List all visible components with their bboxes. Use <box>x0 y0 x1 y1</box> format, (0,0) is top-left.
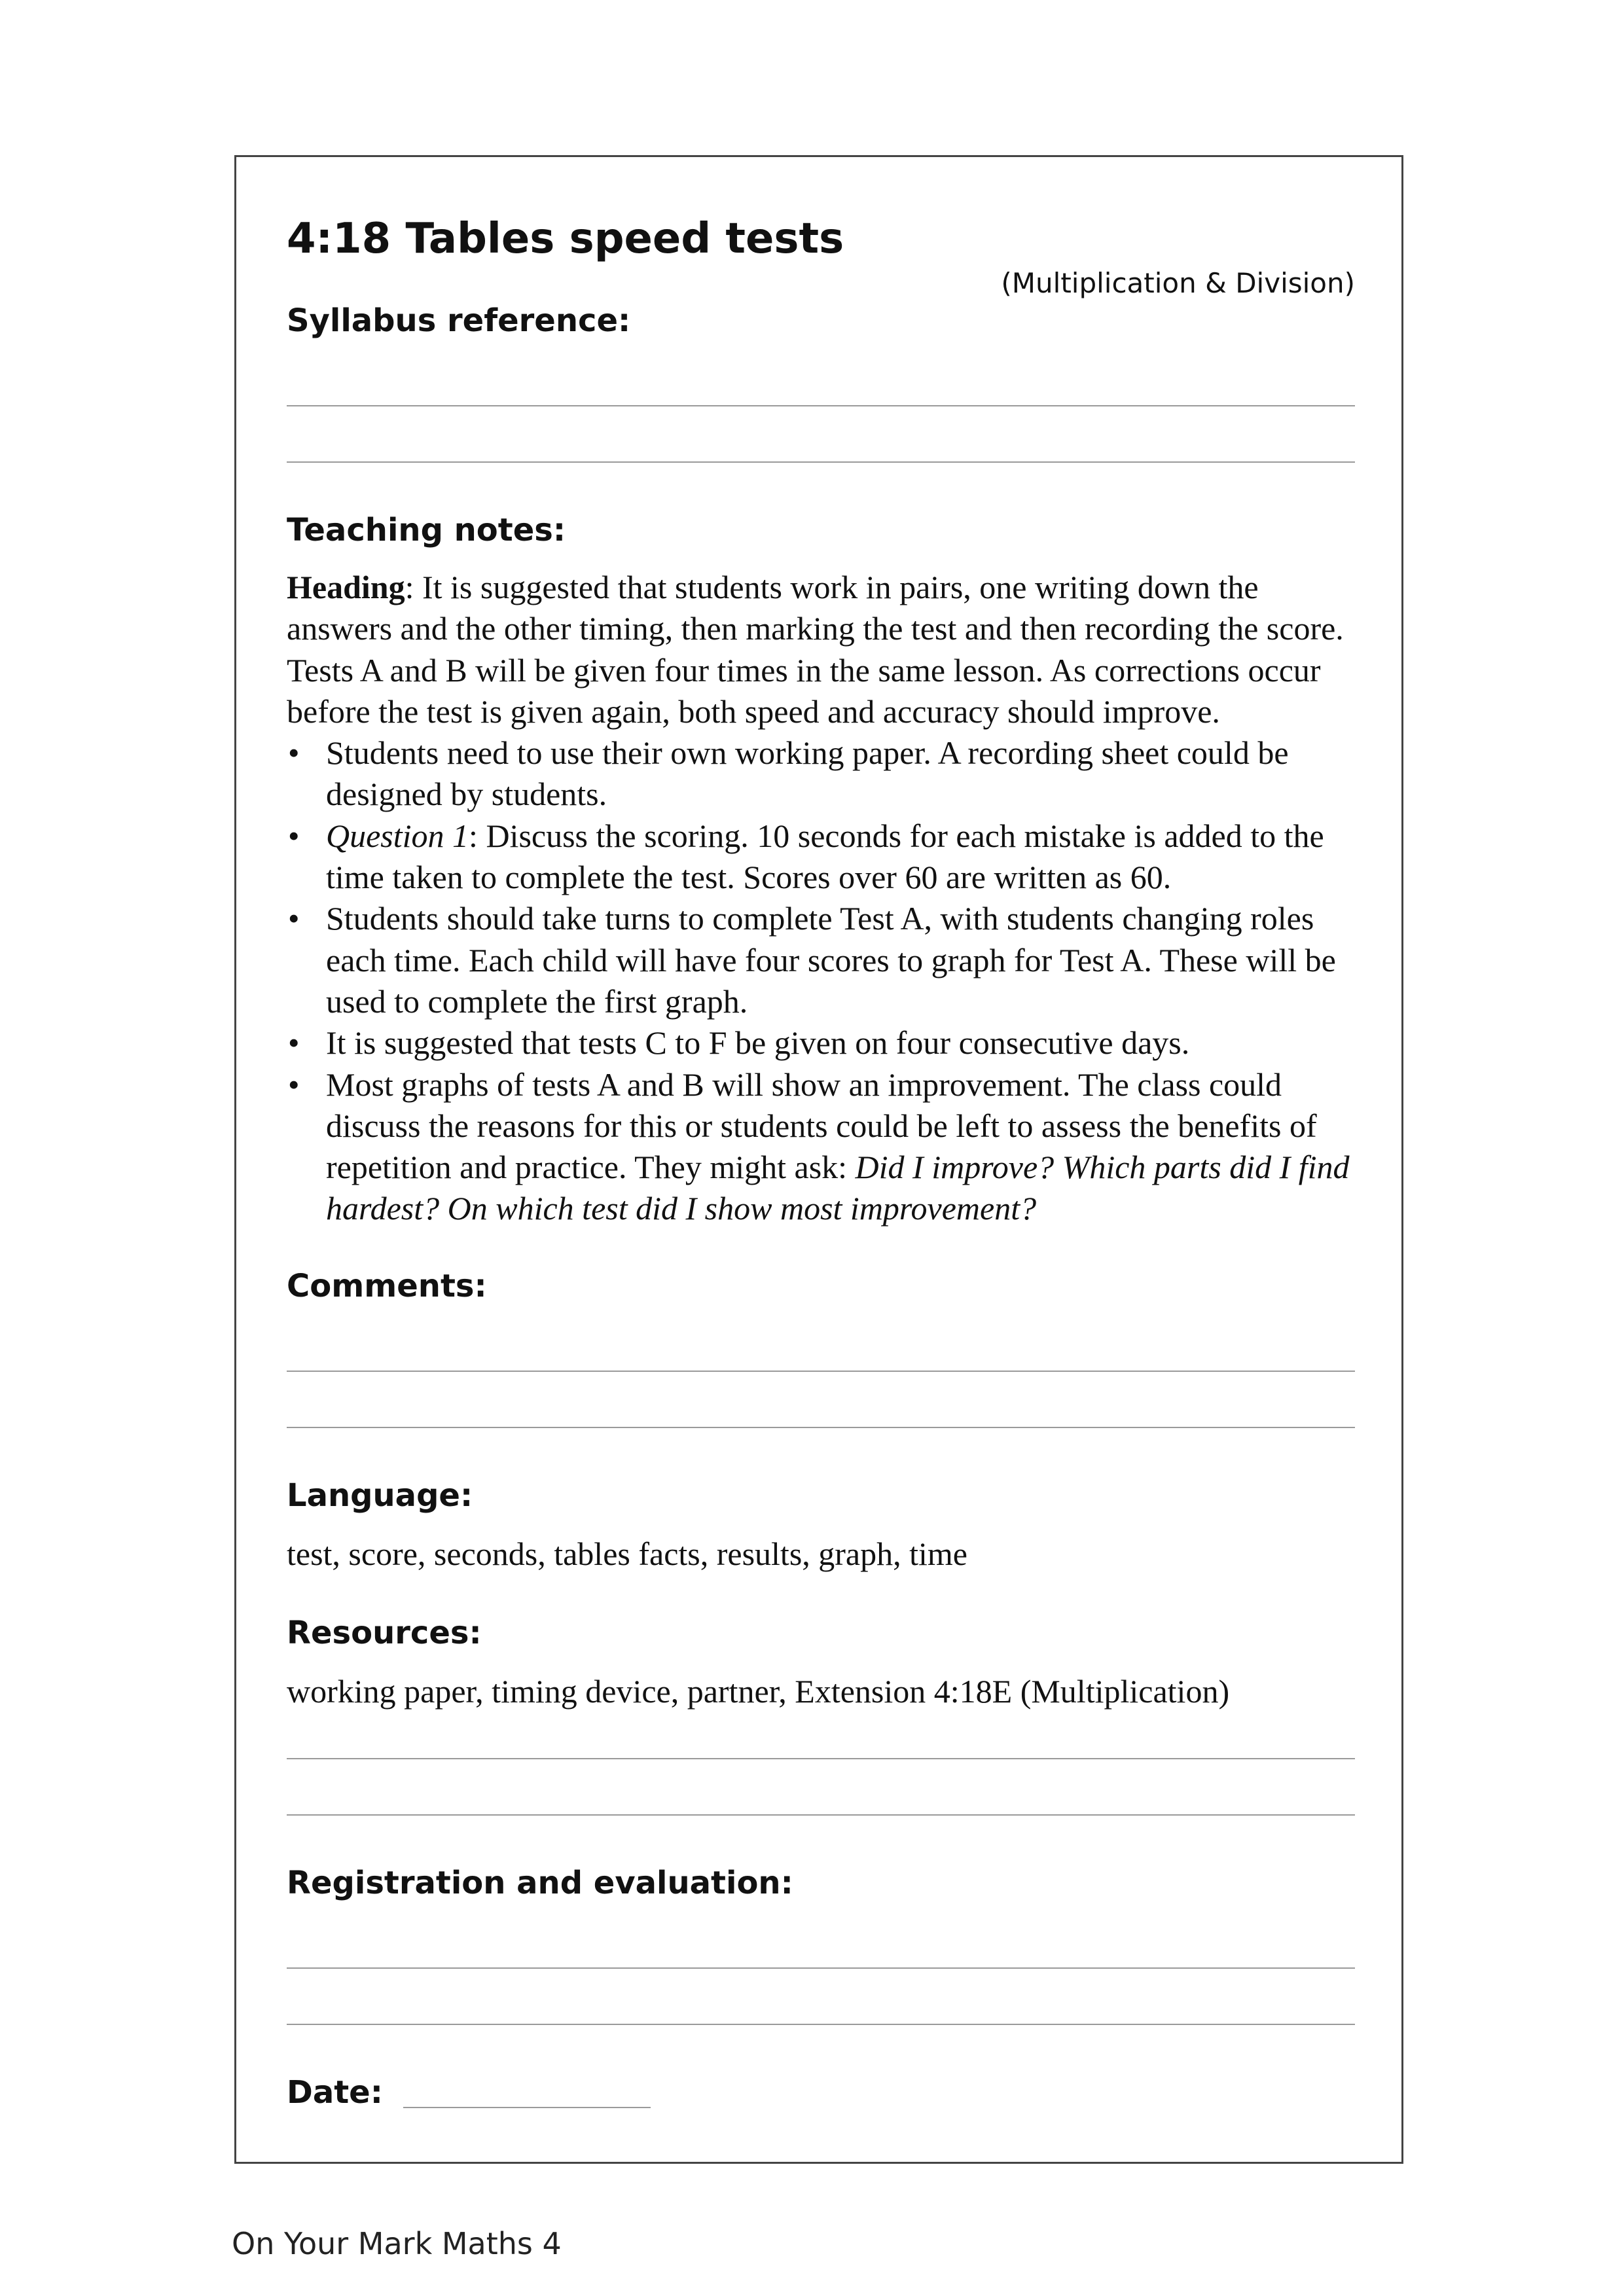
teaching-notes-intro <box>287 567 1360 732</box>
resources-line-2 <box>287 1814 1355 1816</box>
bullet-text: Most graphs of tests A and B will show an improvement. The class could discuss the reasons for this or students could be left to assess the benefits of repetition and practice. They might ask: <box>326 1066 1317 1186</box>
bullet-icon: • <box>288 734 300 772</box>
resources-line-1 <box>287 1758 1355 1759</box>
footer-text: On Your Mark Maths 4 <box>232 2226 562 2261</box>
language-heading: Language: <box>287 1477 473 1514</box>
date-label: Date: <box>287 2074 383 2111</box>
bullet-icon: • <box>288 900 300 937</box>
syllabus-heading: Syllabus reference: <box>287 302 631 339</box>
list-item <box>287 898 1360 1022</box>
comments-line-2 <box>287 1427 1355 1428</box>
list-item <box>287 1064 1360 1230</box>
bullet-icon: • <box>288 817 300 854</box>
teaching-notes-heading: Teaching notes: <box>287 512 566 548</box>
list-item <box>287 816 1360 899</box>
registration-heading: Registration and evaluation: <box>287 1865 793 1901</box>
bullet-icon: • <box>288 1024 300 1062</box>
intro-text: : It is suggested that students work in pairs, one writing down the answers and the other timing, then marking the test and then recording the score. Tests A and B will be given four times in the same lesson. As corrections occur before the test is given again, both speed and accuracy should improve. <box>287 569 1344 730</box>
comments-heading: Comments: <box>287 1268 487 1304</box>
registration-line-1 <box>287 1967 1355 1969</box>
list-item <box>287 1022 1360 1064</box>
resources-text: working paper, timing device, partner, Extension 4:18E (Multiplication) <box>287 1673 1230 1710</box>
language-text: test, score, seconds, tables facts, results, graph, time <box>287 1535 967 1572</box>
page-title: 4:18 Tables speed tests <box>287 215 844 263</box>
teaching-notes-list <box>287 732 1360 1230</box>
question-label: Question 1 <box>326 817 469 854</box>
teaching-notes-body <box>287 567 1360 1230</box>
bullet-icon: • <box>288 1066 300 1103</box>
bullet-text: Students need to use their own working paper. A recording sheet could be designed by students. <box>326 734 1289 813</box>
bullet-text: It is suggested that tests C to F be given on four consecutive days. <box>326 1024 1190 1062</box>
registration-line-2 <box>287 2024 1355 2025</box>
comments-line-1 <box>287 1371 1355 1372</box>
reflection-questions: Did I improve? Which parts did I find hardest? On which test did I show most improvement? <box>326 1149 1350 1227</box>
bullet-text: Students should take turns to complete Test A, with students changing roles each time. Each child will have four scores to graph for Test A. These will be used to complete the first graph. <box>326 900 1336 1020</box>
syllabus-line-1 <box>287 405 1355 406</box>
intro-label: Heading <box>287 569 405 605</box>
syllabus-line-2 <box>287 461 1355 463</box>
date-line <box>403 2107 651 2108</box>
resources-heading: Resources: <box>287 1615 482 1651</box>
bullet-text: : Discuss the scoring. 10 seconds for each mistake is added to the time taken to complete the test. Scores over 60 are written as 60. <box>326 817 1324 896</box>
list-item <box>287 732 1360 816</box>
page-subtitle: (Multiplication & Division) <box>1001 267 1355 299</box>
